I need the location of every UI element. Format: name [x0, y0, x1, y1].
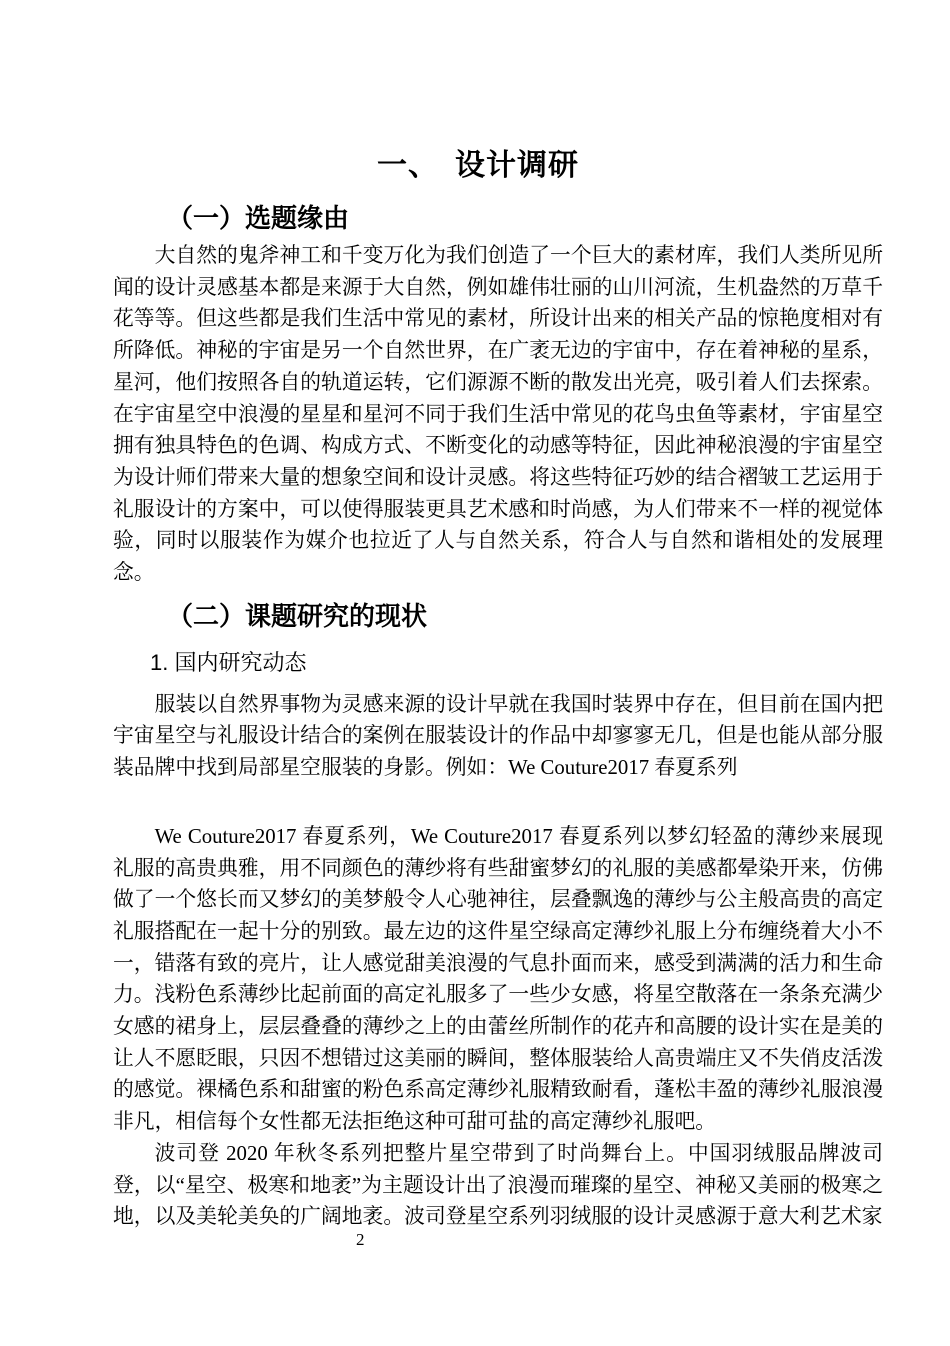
page-number: 2 [356, 1230, 365, 1249]
section-heading-topic-origin: （一）选题缘由 [167, 203, 350, 233]
document-content [113, 0, 883, 1233]
paragraph-we-couture-series: We Couture2017 春夏系列，We Couture2017 春夏系列以梦幻轻盈的薄纱来展现礼服的高贵典雅，用不同颜色的薄纱将有些甜蜜梦幻的礼服的美感都晕染开来，仿佛做了一个悠长而又梦幻的美梦般令人心驰神往，层叠飘逸的薄纱与公主般高贵的高定礼服搭配在一起十分的别致。最左边的这件星空绿高定薄纱礼服上分布缠绕着大小不一，错落有致的亮片，让人感觉甜美浪漫的气息扑面而来，感受到满满的活力和生命力。浅粉色系薄纱比起前面的高定礼服多了一些少女感，将星空散落在一条条充满少女感的裙身上，层层叠叠的薄纱之上的由蕾丝所制作的花卉和高腰的设计实在是美的让人不愿眨眼，只因不想错过这美丽的瞬间，整体服装给人高贵端庄又不失俏皮活泼的感觉。裸橘色系和甜蜜的粉色系高定薄纱礼服精致耐看，蓬松丰盈的薄纱礼服浪漫非凡，相信每个女性都无法拒绝这种可甜可盐的高定薄纱礼服吧。 [113, 824, 883, 1134]
paragraph-domestic-research-intro: 服装以自然界事物为灵感来源的设计早就在我国时装界中存在，但目前在国内把宇宙星空与礼服设计结合的案例在服装设计的作品中却寥寥无几，但是也能从部分服装品牌中找到局部星空服装的身影。例如：We Couture2017 春夏系列 [113, 692, 883, 780]
document-title: 一、 设计调研 [377, 149, 579, 182]
section-heading-research-status: （二）课题研究的现状 [167, 600, 428, 631]
paragraph-bosideng-series: 波司登 2020 年秋冬系列把整片星空带到了时尚舞台上。中国羽绒服品牌波司登，以“星空、极寒和地袤”为主题设计出了浪漫而璀璨的星空、神秘又美丽的极寒之地，以及美轮美奂的广阔地袤。波司登星空系列羽绒服的设计灵感源于意大利艺术家 [113, 1141, 883, 1229]
paragraph-topic-origin: 大自然的鬼斧神工和千变万化为我们创造了一个巨大的素材库，我们人类所见所闻的设计灵感基本都是来源于大自然，例如雄伟壮丽的山川河流，生机盎然的万草千花等等。但这些都是我们生活中常见的素材，所设计出来的相关产品的惊艳度相对有所降低。神秘的宇宙是另一个自然世界，在广袤无边的宇宙中，存在着神秘的星系，星河，他们按照各自的轨道运转，它们源源不断的散发出光亮，吸引着人们去探索。在宇宙星空中浪漫的星星和星河不同于我们生活中常见的花鸟虫鱼等素材，宇宙星空拥有独具特色的色调、构成方式、不断变化的动感等特征，因此神秘浪漫的宇宙星空为设计师们带来大量的想象空间和设计灵感。将这些特征巧妙的结合褶皱工艺运用于礼服设计的方案中，可以使得服装更具艺术感和时尚感，为人们带来不一样的视觉体验，同时以服装作为媒介也拉近了人与自然关系，符合人与自然和谐相处的发展理念。 [113, 244, 883, 585]
subsection-heading-domestic-research: 1. 国内研究动态 [150, 649, 307, 675]
